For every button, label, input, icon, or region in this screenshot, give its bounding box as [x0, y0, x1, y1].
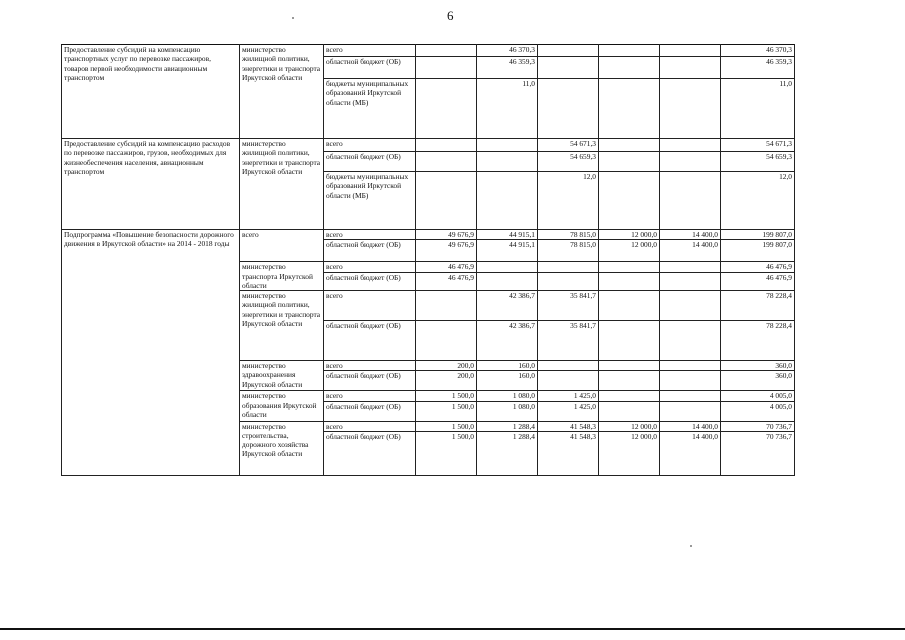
value-cell-2014	[416, 139, 477, 152]
source-cell: всего	[324, 262, 416, 272]
event-name-cell: Предоставление субсидий на компенсацию расходов по перевозке пассажиров, грузов, необходимых для жизнеобеспечения населения, авиационным транспортом	[62, 139, 240, 230]
value-cell-2018	[660, 291, 721, 321]
source-cell: всего	[324, 421, 416, 431]
value-cell-2018: 14 400,0	[660, 431, 721, 475]
executor-cell: министерство жилищной политики, энергетики и транспорта Иркутской области	[240, 45, 324, 139]
value-cell-2016	[538, 262, 599, 272]
source-cell: областной бюджет (ОБ)	[324, 431, 416, 475]
value-cell-2017	[599, 45, 660, 57]
value-cell-2014: 49 676,9	[416, 240, 477, 262]
value-cell-2018	[660, 172, 721, 230]
value-cell-2015: 1 288,4	[477, 421, 538, 431]
value-cell-2015: 42 386,7	[477, 291, 538, 321]
value-cell-2016: 35 841,7	[538, 321, 599, 361]
value-cell-2014: 46 476,9	[416, 272, 477, 290]
total-cell: 70 736,7	[721, 431, 795, 475]
value-cell-2015: 46 370,3	[477, 45, 538, 57]
value-cell-2014: 1 500,0	[416, 401, 477, 421]
value-cell-2015: 42 386,7	[477, 321, 538, 361]
table-row	[62, 45, 795, 57]
source-cell: областной бюджет (ОБ)	[324, 371, 416, 391]
value-cell-2015: 46 359,3	[477, 57, 538, 79]
value-cell-2016: 35 841,7	[538, 291, 599, 321]
value-cell-2017: 12 000,0	[599, 240, 660, 262]
value-cell-2016: 54 659,3	[538, 152, 599, 172]
source-cell: всего	[324, 139, 416, 152]
page-number: 6	[447, 8, 454, 23]
total-cell: 54 659,3	[721, 152, 795, 172]
total-cell: 78 228,4	[721, 321, 795, 361]
table-row	[62, 230, 795, 240]
value-cell-2017	[599, 262, 660, 272]
source-cell: всего	[324, 45, 416, 57]
total-cell: 11,0	[721, 79, 795, 139]
source-cell: всего	[324, 291, 416, 321]
value-cell-2018	[660, 272, 721, 290]
value-cell-2015: 160,0	[477, 371, 538, 391]
source-cell: областной бюджет (ОБ)	[324, 240, 416, 262]
value-cell-2018	[660, 262, 721, 272]
value-cell-2014	[416, 79, 477, 139]
value-cell-2017	[599, 152, 660, 172]
value-cell-2014: 1 500,0	[416, 391, 477, 401]
value-cell-2016: 1 425,0	[538, 401, 599, 421]
total-cell: 360,0	[721, 371, 795, 391]
value-cell-2017	[599, 401, 660, 421]
value-cell-2014: 1 500,0	[416, 421, 477, 431]
value-cell-2018	[660, 139, 721, 152]
source-cell: областной бюджет (ОБ)	[324, 152, 416, 172]
source-cell: всего	[324, 391, 416, 401]
executor-cell: министерство транспорта Иркутской области	[240, 262, 324, 291]
value-cell-2017: 12 000,0	[599, 431, 660, 475]
value-cell-2015: 44 915,1	[477, 230, 538, 240]
value-cell-2018	[660, 45, 721, 57]
scan-speck	[292, 17, 294, 19]
value-cell-2017	[599, 172, 660, 230]
value-cell-2017: 12 000,0	[599, 230, 660, 240]
source-cell: бюджеты муниципальных образований Иркутской области (МБ)	[324, 79, 416, 139]
value-cell-2016	[538, 45, 599, 57]
value-cell-2014	[416, 321, 477, 361]
total-cell: 54 671,3	[721, 139, 795, 152]
value-cell-2018	[660, 391, 721, 401]
value-cell-2016	[538, 57, 599, 79]
source-cell: всего	[324, 361, 416, 371]
event-name-cell: Подпрограмма «Повышение безопасности дорожного движения в Иркутской области» на 2014 - 2018 годы	[62, 230, 240, 476]
value-cell-2015	[477, 152, 538, 172]
table-row	[62, 139, 795, 152]
value-cell-2016: 54 671,3	[538, 139, 599, 152]
total-cell: 199 807,0	[721, 240, 795, 262]
value-cell-2014: 49 676,9	[416, 230, 477, 240]
value-cell-2015: 160,0	[477, 361, 538, 371]
value-cell-2017	[599, 361, 660, 371]
value-cell-2018	[660, 401, 721, 421]
value-cell-2016: 41 548,3	[538, 421, 599, 431]
value-cell-2016	[538, 371, 599, 391]
source-cell: областной бюджет (ОБ)	[324, 272, 416, 290]
value-cell-2014	[416, 57, 477, 79]
source-cell: областной бюджет (ОБ)	[324, 321, 416, 361]
value-cell-2016: 78 815,0	[538, 230, 599, 240]
value-cell-2016: 12,0	[538, 172, 599, 230]
scan-edge-line	[0, 628, 905, 630]
source-cell: областной бюджет (ОБ)	[324, 401, 416, 421]
source-cell: всего	[324, 230, 416, 240]
value-cell-2018: 14 400,0	[660, 240, 721, 262]
value-cell-2017	[599, 57, 660, 79]
value-cell-2014: 46 476,9	[416, 262, 477, 272]
executor-cell: министерство жилищной политики, энергетики и транспорта Иркутской области	[240, 291, 324, 361]
value-cell-2014: 200,0	[416, 361, 477, 371]
budget-table	[61, 44, 795, 476]
total-cell: 46 476,9	[721, 272, 795, 290]
value-cell-2016: 1 425,0	[538, 391, 599, 401]
scan-speck	[690, 545, 692, 547]
value-cell-2018: 14 400,0	[660, 230, 721, 240]
total-cell: 70 736,7	[721, 421, 795, 431]
value-cell-2015	[477, 272, 538, 290]
total-cell: 46 359,3	[721, 57, 795, 79]
value-cell-2018	[660, 361, 721, 371]
total-cell: 78 228,4	[721, 291, 795, 321]
value-cell-2018	[660, 152, 721, 172]
value-cell-2016	[538, 361, 599, 371]
value-cell-2015	[477, 172, 538, 230]
value-cell-2018	[660, 371, 721, 391]
executor-cell: министерство здравоохранения Иркутской области	[240, 361, 324, 391]
value-cell-2016: 41 548,3	[538, 431, 599, 475]
value-cell-2015	[477, 262, 538, 272]
value-cell-2016: 78 815,0	[538, 240, 599, 262]
value-cell-2017	[599, 272, 660, 290]
value-cell-2016	[538, 272, 599, 290]
total-cell: 4 005,0	[721, 391, 795, 401]
total-cell: 360,0	[721, 361, 795, 371]
value-cell-2018	[660, 79, 721, 139]
value-cell-2014	[416, 152, 477, 172]
value-cell-2014: 200,0	[416, 371, 477, 391]
value-cell-2017	[599, 79, 660, 139]
value-cell-2016	[538, 79, 599, 139]
source-cell: областной бюджет (ОБ)	[324, 57, 416, 79]
value-cell-2017	[599, 321, 660, 361]
value-cell-2014: 1 500,0	[416, 431, 477, 475]
total-cell: 12,0	[721, 172, 795, 230]
total-cell: 199 807,0	[721, 230, 795, 240]
value-cell-2017	[599, 139, 660, 152]
value-cell-2018	[660, 57, 721, 79]
total-cell: 4 005,0	[721, 401, 795, 421]
executor-cell: министерство строительства, дорожного хозяйства Иркутской области	[240, 421, 324, 475]
value-cell-2017	[599, 291, 660, 321]
value-cell-2014	[416, 45, 477, 57]
value-cell-2014	[416, 291, 477, 321]
value-cell-2014	[416, 172, 477, 230]
event-name-cell: Предоставление субсидий на компенсацию транспортных услуг по перевозке пассажиров, товаров первой необходимости авиационным транспортом	[62, 45, 240, 139]
executor-cell: министерство образования Иркутской области	[240, 391, 324, 421]
executor-cell: министерство жилищной политики, энергетики и транспорта Иркутской области	[240, 139, 324, 230]
source-cell: бюджеты муниципальных образований Иркутской области (МБ)	[324, 172, 416, 230]
value-cell-2018	[660, 321, 721, 361]
value-cell-2017: 12 000,0	[599, 421, 660, 431]
value-cell-2015: 44 915,1	[477, 240, 538, 262]
value-cell-2015	[477, 139, 538, 152]
total-cell: 46 476,9	[721, 262, 795, 272]
value-cell-2017	[599, 371, 660, 391]
total-cell: 46 370,3	[721, 45, 795, 57]
value-cell-2015: 1 080,0	[477, 391, 538, 401]
value-cell-2015: 11,0	[477, 79, 538, 139]
value-cell-2015: 1 288,4	[477, 431, 538, 475]
value-cell-2015: 1 080,0	[477, 401, 538, 421]
value-cell-2018: 14 400,0	[660, 421, 721, 431]
executor-cell: всего	[240, 230, 324, 262]
value-cell-2017	[599, 391, 660, 401]
